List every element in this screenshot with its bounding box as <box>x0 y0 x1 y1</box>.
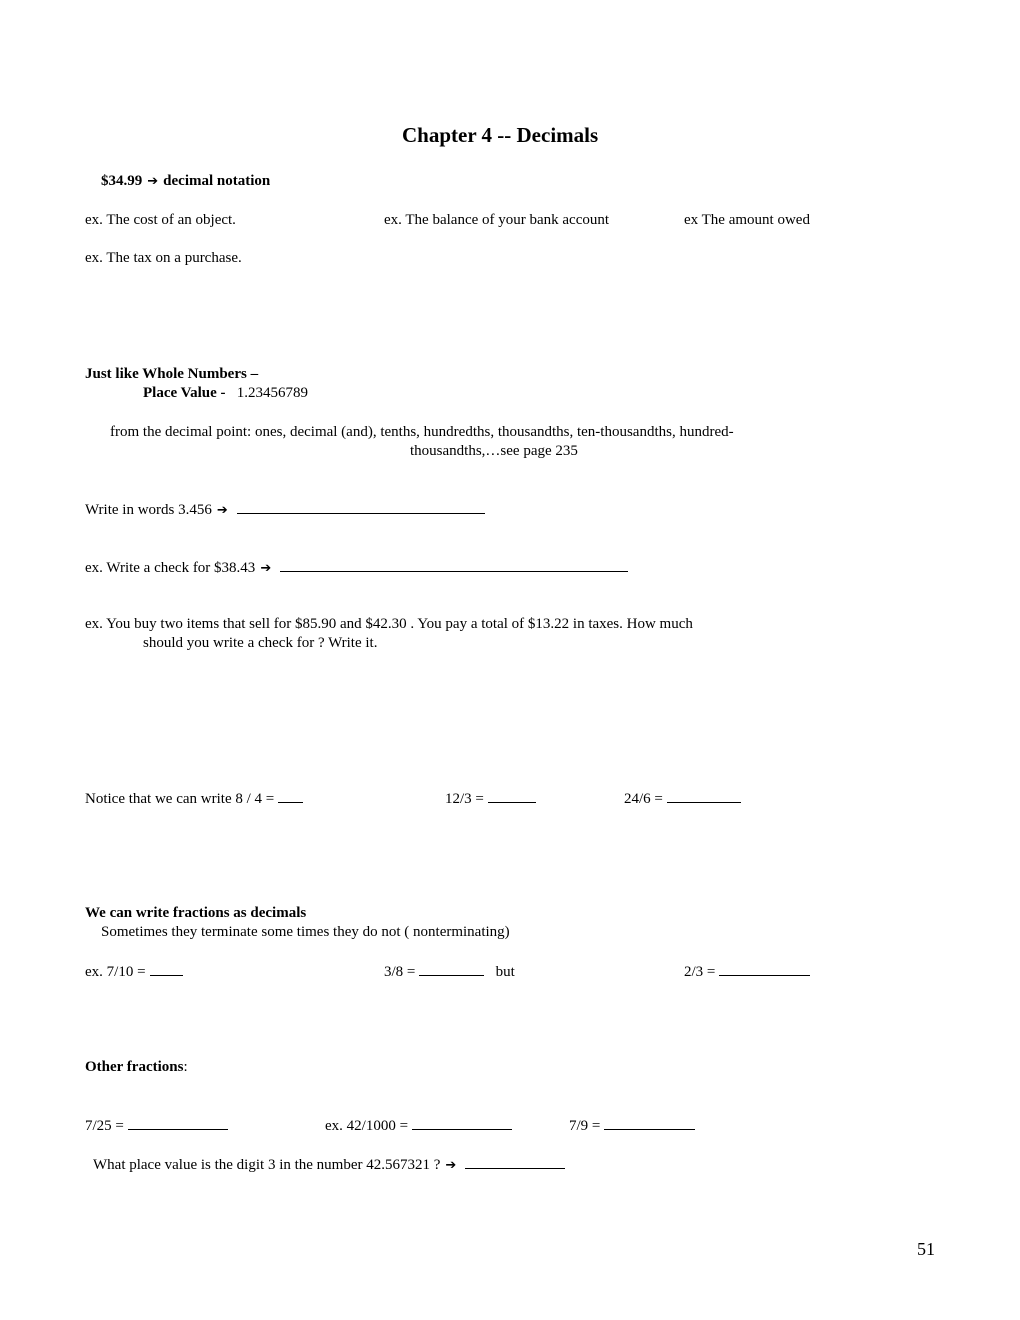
answer-blank[interactable] <box>128 1115 228 1130</box>
fraction-ex-c <box>684 961 810 981</box>
notice-b-text: 12/3 = <box>445 791 484 807</box>
arrow-right-icon: ➔ <box>260 561 272 576</box>
place-value-label: Place Value - <box>143 385 226 401</box>
intro-amount: $34.99 <box>101 173 143 189</box>
example-owed: ex The amount owed <box>684 212 810 228</box>
place-question-text: What place value is the digit 3 in the number 42.567321 ? <box>93 1157 441 1173</box>
other-c-text: 7/9 = <box>569 1118 601 1134</box>
other-a <box>85 1115 228 1135</box>
other-a-text: 7/25 = <box>85 1118 124 1134</box>
other-b <box>325 1115 512 1135</box>
fractions-heading: We can write fractions as decimals <box>85 905 307 921</box>
place-value-line <box>143 384 308 402</box>
write-in-words <box>85 499 485 520</box>
other-b-text: ex. 42/1000 = <box>325 1118 409 1134</box>
other-heading-text: Other fractions <box>85 1059 184 1075</box>
example-cost: ex. The cost of an object. <box>85 212 236 228</box>
other-c <box>569 1115 695 1135</box>
example-balance: ex. The balance of your bank account <box>384 212 610 228</box>
place-value-number: 1.23456789 <box>236 385 308 401</box>
write-check <box>85 557 628 578</box>
whole-numbers-heading: Just like Whole Numbers – <box>85 366 259 382</box>
notice-b <box>445 788 536 808</box>
fraction-ex-c-text: 2/3 = <box>684 964 716 980</box>
fraction-ex-b <box>384 961 515 981</box>
notice-a-text: Notice that we can write 8 / 4 = <box>85 791 275 807</box>
write-words-prompt: Write in words 3.456 <box>85 502 212 518</box>
answer-blank[interactable] <box>278 788 303 803</box>
arrow-right-icon: ➔ <box>445 1158 457 1173</box>
answer-blank[interactable] <box>604 1115 695 1130</box>
fraction-ex-a <box>85 961 183 981</box>
notice-a <box>85 788 303 808</box>
other-heading-colon: : <box>183 1059 188 1075</box>
place-value-description-1: from the decimal point: ones, decimal (and), tenths, hundredths, thousandths, ten-thousandths, hundred- <box>110 424 734 440</box>
but-text: but <box>495 964 515 980</box>
example-tax: ex. The tax on a purchase. <box>85 250 242 266</box>
check-prompt: ex. Write a check for $38.43 <box>85 560 256 576</box>
buy-problem-line2: should you write a check for ? Write it. <box>143 635 378 651</box>
fraction-ex-b-text: 3/8 = <box>384 964 416 980</box>
page-title: Chapter 4 -- Decimals <box>402 123 599 147</box>
answer-blank[interactable] <box>719 961 810 976</box>
arrow-right-icon: ➔ <box>147 174 159 189</box>
place-value-question <box>93 1154 565 1175</box>
arrow-right-icon: ➔ <box>216 503 228 518</box>
answer-blank[interactable] <box>237 499 485 514</box>
intro-label: decimal notation <box>163 173 271 189</box>
other-fractions-heading <box>85 1058 188 1076</box>
intro-line <box>101 172 270 191</box>
notice-c <box>624 788 741 808</box>
answer-blank[interactable] <box>150 961 183 976</box>
answer-blank[interactable] <box>412 1115 512 1130</box>
notice-c-text: 24/6 = <box>624 791 663 807</box>
answer-blank[interactable] <box>280 557 628 572</box>
fractions-subtext: Sometimes they terminate some times they do not ( nonterminating) <box>101 924 510 940</box>
answer-blank[interactable] <box>465 1154 565 1169</box>
fraction-ex-a-text: ex. 7/10 = <box>85 964 146 980</box>
answer-blank[interactable] <box>419 961 484 976</box>
page-number: 51 <box>917 1239 935 1259</box>
answer-blank[interactable] <box>488 788 536 803</box>
place-value-description-2: thousandths,…see page 235 <box>410 443 578 459</box>
buy-problem-line1: ex. You buy two items that sell for $85.90 and $42.30 . You pay a total of $13.22 in taxes. How much <box>85 616 693 632</box>
answer-blank[interactable] <box>667 788 741 803</box>
